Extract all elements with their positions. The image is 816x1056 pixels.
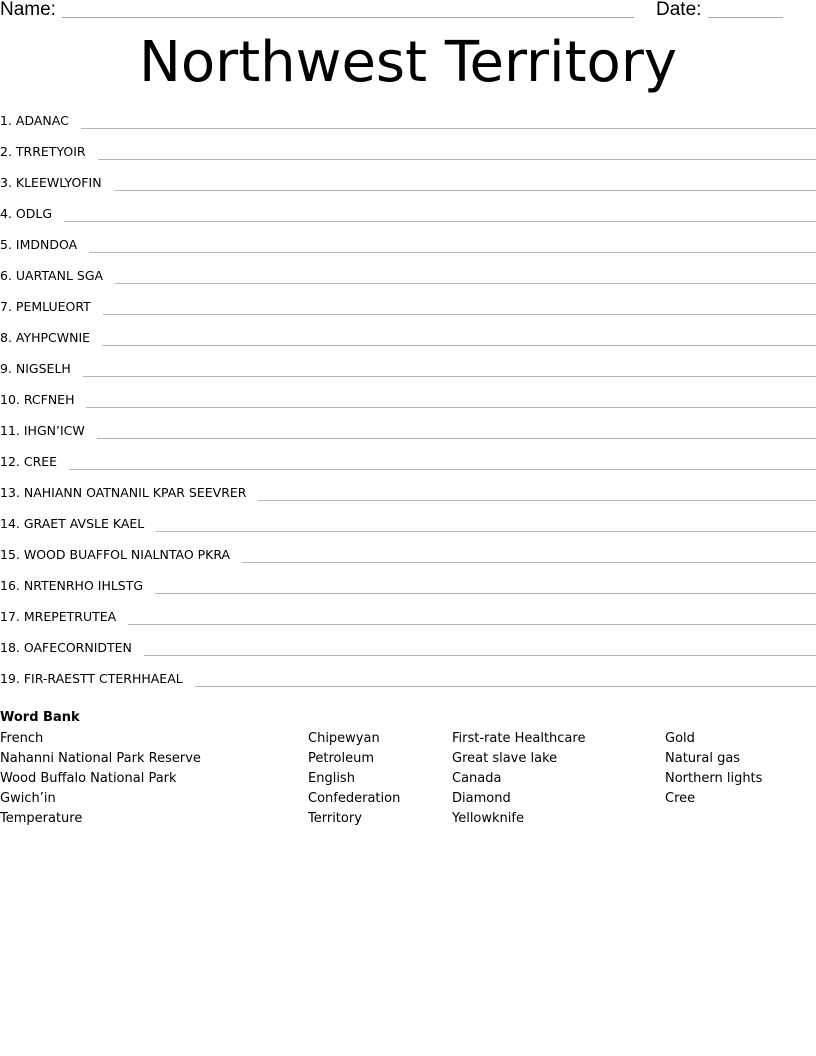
answer-line[interactable] bbox=[258, 485, 816, 501]
scrambled-word: 19. FIR-RAESTT CTERHHAEAL bbox=[0, 671, 183, 686]
question-row bbox=[0, 330, 816, 361]
name-label: Name: bbox=[0, 0, 56, 20]
answer-line[interactable] bbox=[128, 609, 816, 625]
question-row bbox=[0, 640, 816, 671]
scrambled-word: 14. GRAET AVSLE KAEL bbox=[0, 516, 145, 531]
answer-line[interactable] bbox=[103, 299, 816, 315]
word-bank-word: Gold bbox=[665, 731, 695, 746]
word-bank-word: Confederation bbox=[308, 791, 401, 806]
scrambled-word: 8. AYHPCWNIE bbox=[0, 330, 91, 345]
word-bank-word: Temperature bbox=[0, 811, 83, 826]
word-bank-column bbox=[0, 729, 201, 829]
scrambled-word: 12. CREE bbox=[0, 454, 58, 469]
answer-line[interactable] bbox=[242, 547, 816, 563]
word-bank-title: Word Bank bbox=[0, 710, 80, 725]
question-row bbox=[0, 578, 816, 609]
question-row bbox=[0, 609, 816, 640]
scrambled-word: 3. KLEEWLYOFIN bbox=[0, 175, 102, 190]
word-bank-word: First-rate Healthcare bbox=[452, 731, 586, 746]
word-bank-column bbox=[308, 729, 400, 829]
scrambled-word: 16. NRTENRHO IHLSTG bbox=[0, 578, 144, 593]
word-bank-column bbox=[665, 729, 762, 809]
question-row bbox=[0, 516, 816, 547]
scrambled-word: 9. NIGSELH bbox=[0, 361, 71, 376]
date-label: Date: bbox=[656, 0, 702, 20]
question-list bbox=[0, 113, 816, 702]
word-bank-word: Northern lights bbox=[665, 771, 763, 786]
word-bank-word: Gwich’in bbox=[0, 791, 56, 806]
answer-line[interactable] bbox=[64, 206, 816, 222]
answer-line[interactable] bbox=[102, 330, 816, 346]
answer-line[interactable] bbox=[83, 361, 816, 377]
answer-line[interactable] bbox=[86, 392, 816, 408]
word-bank-column bbox=[452, 729, 585, 829]
question-row bbox=[0, 299, 816, 330]
scrambled-word: 11. IHGN’ICW bbox=[0, 423, 85, 438]
page-title: Northwest Territory bbox=[139, 30, 677, 95]
scrambled-word: 17. MREPETRUTEA bbox=[0, 609, 117, 624]
answer-line[interactable] bbox=[97, 423, 816, 439]
word-bank-columns bbox=[0, 729, 816, 829]
scrambled-word: 2. TRRETYOIR bbox=[0, 144, 86, 159]
word-bank-word: Natural gas bbox=[665, 751, 741, 766]
scrambled-word: 6. UARTANL SGA bbox=[0, 268, 104, 283]
word-bank-word: Chipewyan bbox=[308, 731, 380, 746]
question-row bbox=[0, 237, 816, 268]
answer-line[interactable] bbox=[89, 237, 816, 253]
question-row bbox=[0, 206, 816, 237]
question-row bbox=[0, 485, 816, 516]
word-bank-word: Territory bbox=[308, 811, 362, 826]
word-bank-word: Petroleum bbox=[308, 751, 374, 766]
question-row bbox=[0, 268, 816, 299]
word-bank-word: Nahanni National Park Reserve bbox=[0, 751, 201, 766]
word-bank-word: Diamond bbox=[452, 791, 511, 806]
question-row bbox=[0, 547, 816, 578]
answer-line[interactable] bbox=[144, 640, 816, 656]
word-bank-word: Cree bbox=[665, 791, 696, 806]
date-field[interactable] bbox=[708, 17, 783, 18]
scrambled-word: 1. ADANAC bbox=[0, 113, 69, 128]
question-row bbox=[0, 392, 816, 423]
scrambled-word: 5. IMDNDOA bbox=[0, 237, 78, 252]
scrambled-word: 4. ODLG bbox=[0, 206, 53, 221]
answer-line[interactable] bbox=[195, 671, 816, 687]
question-row bbox=[0, 113, 816, 144]
answer-line[interactable] bbox=[81, 113, 816, 129]
scrambled-word: 13. NAHIANN OATNANIL KPAR SEEVRER bbox=[0, 485, 247, 500]
question-row bbox=[0, 423, 816, 454]
answer-line[interactable] bbox=[114, 175, 816, 191]
question-row bbox=[0, 361, 816, 392]
question-row bbox=[0, 144, 816, 175]
answer-line[interactable] bbox=[69, 454, 816, 470]
scrambled-word: 15. WOOD BUAFFOL NIALNTAO PKRA bbox=[0, 547, 231, 562]
name-field[interactable] bbox=[62, 17, 634, 18]
scrambled-word: 18. OAFECORNIDTEN bbox=[0, 640, 132, 655]
word-bank-word: Canada bbox=[452, 771, 502, 786]
word-bank-word: French bbox=[0, 731, 44, 746]
header bbox=[0, 0, 816, 24]
answer-line[interactable] bbox=[115, 268, 816, 284]
question-row bbox=[0, 454, 816, 485]
word-bank-word: English bbox=[308, 771, 355, 786]
word-bank-word: Wood Buffalo National Park bbox=[0, 771, 177, 786]
question-row bbox=[0, 671, 816, 702]
scrambled-word: 7. PEMLUEORT bbox=[0, 299, 91, 314]
word-bank bbox=[0, 709, 816, 829]
scrambled-word: 10. RCFNEH bbox=[0, 392, 75, 407]
answer-line[interactable] bbox=[155, 578, 816, 594]
answer-line[interactable] bbox=[156, 516, 816, 532]
word-bank-word: Great slave lake bbox=[452, 751, 558, 766]
word-bank-word: Yellowknife bbox=[452, 811, 524, 826]
question-row bbox=[0, 175, 816, 206]
answer-line[interactable] bbox=[98, 144, 816, 160]
